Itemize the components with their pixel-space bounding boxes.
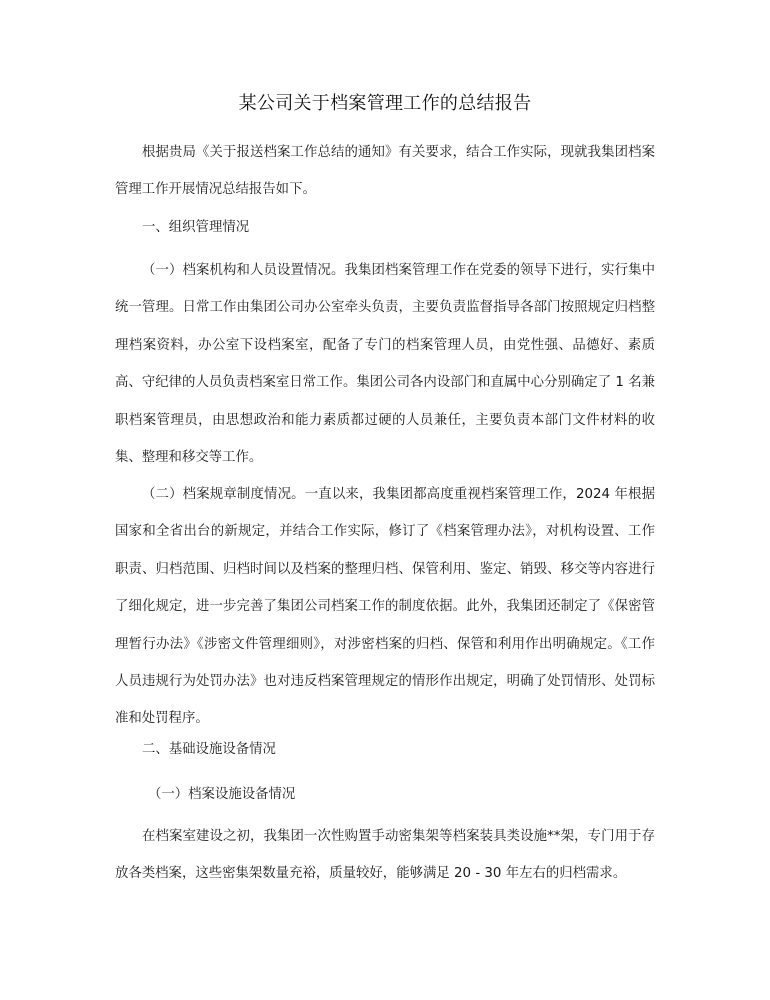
section-2-subheading-1: （一）档案设施设备情况: [148, 787, 296, 802]
section-1-paragraph-1: （一）档案机构和人员设置情况。我集团档案管理工作在党委的领导下进行，实行集中统一管理。日常工作由集团公司办公室牵头负责，主要负责监督指导各部门按照规定归档整理档案资料，办公室下设档案室，配备了专门的档案管理人员，由党性强、品德好、素质高、守纪律的人员负责档案室日常工作。集团公司各内设部门和直属中心分别确定了 1 名兼职档案管理员，由思想政治和能力素质都过硬的人员兼任，主要负责本部门文件材料的收集、整理和移交等工作。: [115, 263, 655, 466]
document-title: 某公司关于档案管理工作的总结报告: [238, 93, 532, 114]
section-1-paragraph-2: （二）档案规章制度情况。一直以来，我集团都高度重视档案管理工作，2024 年根据国家和全省出台的新规定，并结合工作实际，修订了《档案管理办法》，对机构设置、工作职责、归档范围、归档时间以及档案的整理归档、保管利用、鉴定、销毁、移交等内容进行了细化规定，进一步完善了集团公司档案工作的制度依据。此外，我集团还制定了《保密管理暂行办法》《涉密文件管理细则》，对涉密档案的归档、保管和利用作出明确规定。《工作人员违规行为处罚办法》也对违反档案管理规定的情形作出规定，明确了处罚情形、处罚标准和处罚程序。: [115, 487, 655, 727]
section-1-heading: 一、组织管理情况: [142, 220, 250, 235]
section-2-paragraph-1: 在档案室建设之初，我集团一次性购置手动密集架等档案装具类设施**架，专门用于存放各类档案，这些密集架数量充裕，质量较好，能够满足 20 - 30 年左右的归档需求。: [115, 829, 655, 882]
section-2-heading: 二、基础设施设备情况: [142, 742, 276, 757]
intro-paragraph: 根据贵局《关于报送档案工作总结的通知》有关要求，结合工作实际，现就我集团档案管理工作开展情况总结报告如下。: [115, 145, 655, 198]
